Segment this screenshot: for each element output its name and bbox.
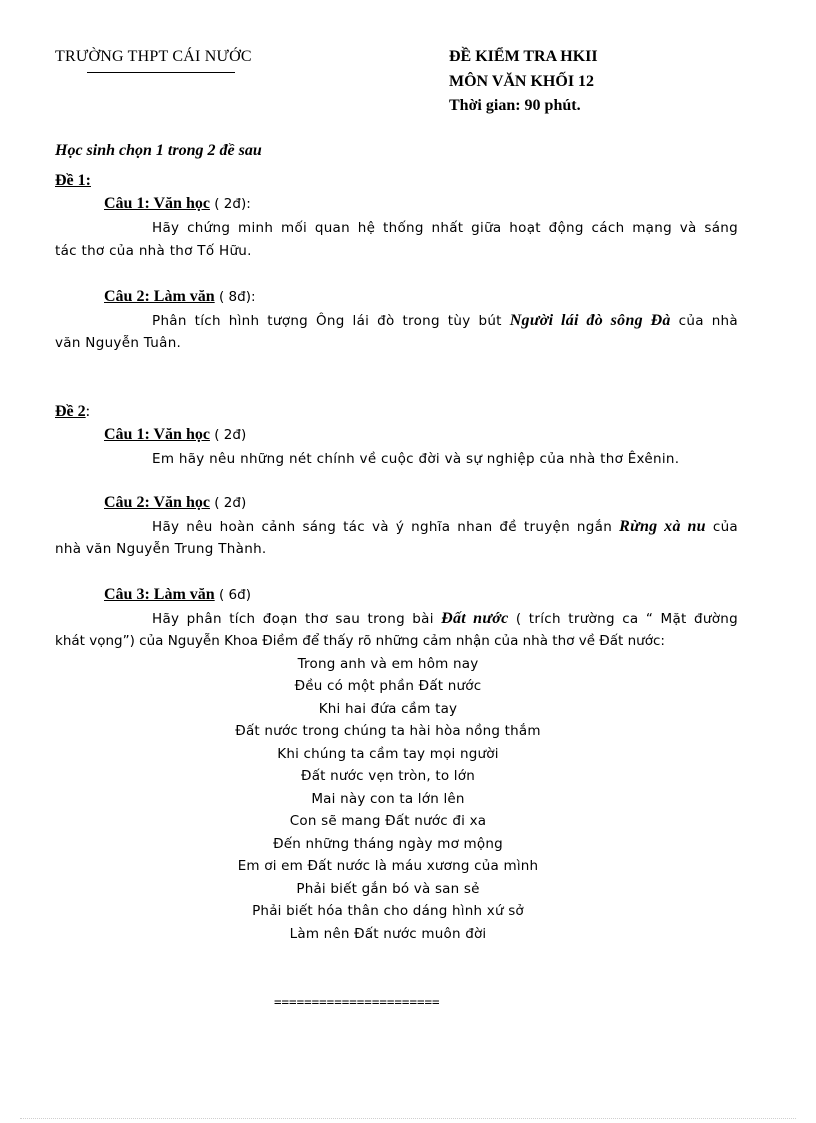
time-line: Thời gian: 90 phút.: [449, 97, 581, 114]
poem-line: Con sẽ mang Đất nước đi xa: [289, 813, 487, 829]
poem-line: Đều có một phần Đất nước: [294, 678, 482, 694]
de2-cau3-line1: Hãy phân tích đoạn thơ sau trong bài Đất nước ( trích trường ca “ Mặt đường: [152, 610, 738, 627]
de2-cau2-line2: nhà văn Nguyễn Trung Thành.: [55, 541, 267, 557]
de1-cau1-line2: tác thơ của nhà thơ Tố Hữu.: [55, 243, 252, 259]
de1-label: Đề 1:: [55, 172, 91, 189]
poem-line: Đất nước vẹn tròn, to lớn: [301, 768, 475, 784]
de2-cau3-heading: Câu 3: Làm văn ( 6đ): [104, 586, 251, 603]
de2-cau1-line1: Em hãy nêu những nét chính về cuộc đời và sự nghiệp của nhà thơ Êxênin.: [152, 451, 680, 467]
school-underline: [87, 72, 235, 73]
poem-line: Phải biết gắn bó và san sẻ: [296, 881, 480, 897]
poem-line: Đến những tháng ngày mơ mộng: [273, 836, 503, 852]
end-marker: ======================: [274, 994, 440, 1009]
poem-line: Đất nước trong chúng ta hài hòa nồng thắm: [235, 723, 541, 739]
de2-cau2-line1: Hãy nêu hoàn cảnh sáng tác và ý nghĩa nhan đề truyện ngắn Rừng xà nu của: [152, 518, 739, 535]
exam-title: ĐỀ KIỂM TRA HKII: [449, 48, 598, 65]
de2-cau1-heading: Câu 1: Văn học ( 2đ): [104, 426, 247, 443]
work-title: Đất nước: [441, 610, 509, 627]
poem-line: Em ơi em Đất nước là máu xương của mình: [237, 858, 539, 874]
de2-cau2-heading: Câu 2: Văn học ( 2đ): [104, 494, 247, 511]
de2-cau3-line2: khát vọng”) của Nguyễn Khoa Điềm để thấy rõ những cảm nhận của nhà thơ về Đất nước:: [55, 633, 665, 649]
work-title: Người lái đò sông Đà: [509, 312, 671, 329]
poem-line: Làm nên Đất nước muôn đời: [289, 926, 487, 942]
de1-cau1-line1: Hãy chứng minh mối quan hệ thống nhất giữa hoạt động cách mạng và sáng: [152, 220, 738, 236]
subject-line: MÔN VĂN KHỐI 12: [449, 73, 595, 90]
de1-cau1-heading: Câu 1: Văn học ( 2đ):: [104, 195, 251, 212]
poem-line: Mai này con ta lớn lên: [311, 791, 465, 807]
de1-cau2-line1: Phân tích hình tượng Ông lái đò trong tùy bút Người lái đò sông Đà của nhà: [152, 312, 738, 329]
instruction: Học sinh chọn 1 trong 2 đề sau: [55, 142, 262, 159]
poem-line: Khi hai đứa cầm tay: [318, 701, 458, 717]
poem-line: Khi chúng ta cầm tay mọi người: [277, 746, 499, 762]
page-bottom-divider: [20, 1118, 796, 1119]
poem-line: Phải biết hóa thân cho dáng hình xứ sở: [252, 903, 524, 919]
de1-cau2-heading: Câu 2: Làm văn ( 8đ):: [104, 288, 256, 305]
poem-line: Trong anh và em hôm nay: [297, 656, 479, 672]
work-title: Rừng xà nu: [619, 518, 706, 535]
de1-cau2-line2: văn Nguyễn Tuân.: [55, 335, 182, 351]
de2-label: Đề 2:: [55, 403, 91, 420]
school-name: TRƯỜNG THPT CÁI NƯỚC: [55, 48, 252, 65]
